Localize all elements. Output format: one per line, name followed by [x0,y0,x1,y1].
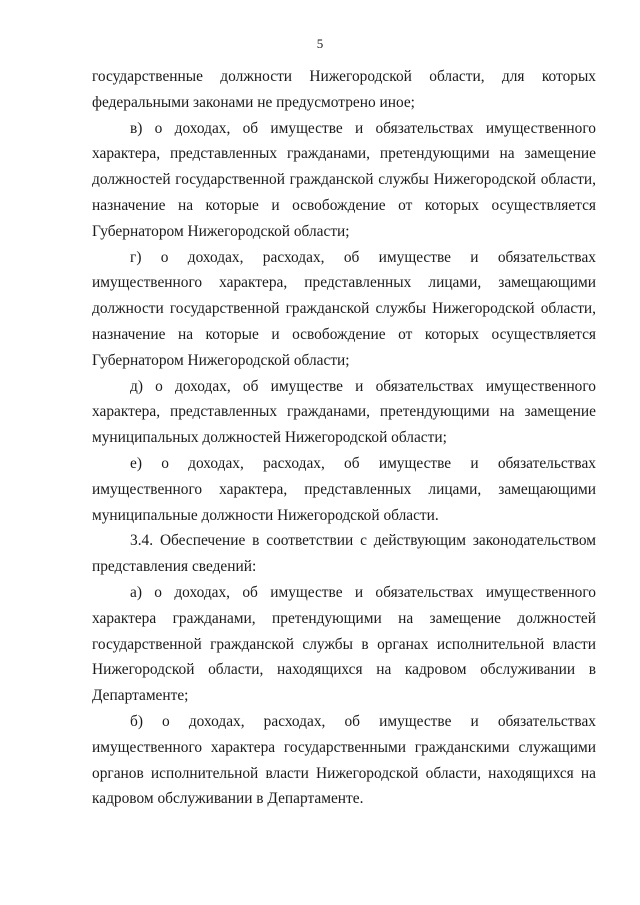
paragraph-item-e: е) о доходах, расходах, об имуществе и обязательствах имущественного характера, представленных лицами, замещающими муниципальные должности Нижегородской области. [92,454,596,524]
paragraph-item-d: д) о доходах, об имуществе и обязательствах имущественного характера, представленных гражданами, претендующими на замещение муниципальных должностей Нижегородской области; [92,377,596,447]
paragraph-section-3-4: 3.4. Обеспечение в соответствии с действующим законодательством представления сведений: [92,532,596,576]
paragraph-continuation: государственные должности Нижегородской области, для которых федеральными законами не предусмотрено иное; [92,68,596,111]
paragraph-item-g: г) о доходах, расходах, об имуществе и обязательствах имущественного характера, представленных лицами, замещающими должности государственной гражданской службы Нижегородской области, назначение на которые и освобождение от которых осуществляется Губернатором Нижегородской области; [92,248,596,369]
document-body [92,64,596,812]
paragraph-item-b: б) о доходах, расходах, об имуществе и обязательствах имущественного характера государственными гражданскими служащими органов исполнительной власти Нижегородской области, находящихся на кадровом обслуживании в Департаменте. [92,712,596,808]
paragraph-item-a: а) о доходах, об имуществе и обязательствах имущественного характера гражданами, претендующими на замещение должностей государственной гражданской службы в органах исполнительной власти Нижегородской области, находящихся на кадровом обслуживании в Департаменте; [92,583,596,705]
paragraph-item-v: в) о доходах, об имуществе и обязательствах имущественного характера, представленных гражданами, претендующими на замещение должностей государственной гражданской службы Нижегородской области, назначение на которые и освобождение от которых осуществляется Губернатором Нижегородской области; [92,119,596,240]
page-number: 5 [316,36,324,51]
